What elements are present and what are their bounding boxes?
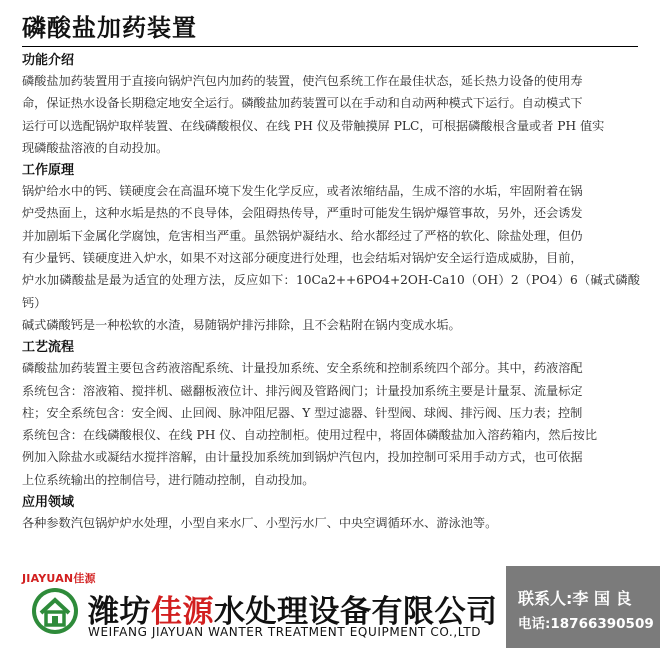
text-line: 并加剧垢下金属化学腐蚀，危害相当严重。虽然锅炉凝结水、给水都经过了严格的软化、除盐处理，但仍 [22,228,583,243]
section-body-application [22,512,640,534]
content-body [22,50,640,536]
page-title: 磷酸盐加药装置 [22,14,197,42]
text-line: 炉受热面上，这种水垢是热的不良导体，会阻碍热传导，严重时可能发生锅炉爆管事故，另外，还会诱发 [22,206,583,221]
text-line: 有少量钙、镁硬度进入炉水，如果不对这部分硬度进行处理，也会结垢对锅炉安全运行造成威胁，目前， [22,251,583,266]
text-line: 上位系统输出的控制信号，进行随动控制，自动投加。 [22,472,315,487]
section-heading-application: 应用领域 [22,495,75,511]
contact-name: 联系人:李 国 良 [518,589,632,608]
section-heading-process: 工艺流程 [22,340,75,356]
text-line: 磷酸盐加药装置主要包含药液溶配系统、计量投加系统、安全系统和控制系统四个部分。其中，药液溶配 [22,361,583,376]
section-body-process [22,357,640,491]
title-divider [22,46,638,47]
text-line: 命，保证热水设备长期稳定地安全运行。磷酸盐加药装置可以在手动和自动两种模式下运行。自动模式下 [22,96,583,111]
text-line: 运行可以选配锅炉取样装置、在线磷酸根仪、在线 PH 仪及带触摸屏 PLC，可根据磷酸根含量或者 PH 值实 [22,118,605,133]
contact-phone: 电话:18766390509 [518,616,654,632]
text-line: 现磷酸盐溶液的自动投加。 [22,140,169,155]
text-line: 各种参数汽包锅炉炉水处理，小型自来水厂、小型污水厂、中央空调循环水、游泳池等。 [22,516,498,531]
company-name-part: 潍坊 [88,594,151,630]
brand-label: JIAYUAN佳源 [22,572,96,585]
section-body-principle [22,180,640,336]
text-line: 炉水加磷酸盐是最为适宜的处理方法，反应如下：10Ca2++6PO4+2OH-Ca10（OH）2（PO4）6（碱式磷酸钙） [22,273,640,310]
section-heading-function: 功能介绍 [22,53,75,68]
text-line: 磷酸盐加药装置用于直接向锅炉汽包内加药的装置，使汽包系统工作在最佳状态，延长热力设备的使用寿 [22,74,583,88]
section-heading-principle: 工作原理 [22,163,75,179]
text-line: 例加入除盐水或凝结水搅拌溶解，由计量投加系统加到锅炉汽包内，投加控制可采用手动方式，也可依据 [22,450,583,465]
company-name-highlight: 佳源 [151,594,214,630]
contact-box [506,566,660,648]
text-line: 系统包含：在线磷酸根仪、在线 PH 仪、自动控制柜。使用过程中，将固体磷酸盐加入溶药箱内，然后按比 [22,428,598,443]
text-line: 锅炉给水中的钙、镁硬度会在高温环境下发生化学反应，或者浓缩结晶，生成不溶的水垢，牢固附着在锅 [22,184,583,199]
text-line: 柱；安全系统包含：安全阀、止回阀、脉冲阻尼器、Y 型过滤器、针型阀、球阀、排污阀、压力表；控制 [22,405,583,420]
company-name-part: 水处理设备有限公司 [214,594,498,630]
company-name-en: WEIFANG JIAYUAN WANTER TREATMENT EQUIPMENT CO.,LTD [88,625,482,639]
house-shield-icon [30,586,80,636]
section-body-function [22,70,640,159]
text-line: 碱式磷酸钙是一种松软的水渣，易随锅炉排污排除，且不会粘附在锅内变成水垢。 [22,317,461,332]
text-line: 系统包含：溶液箱、搅拌机、磁翻板液位计、排污阀及管路阀门；计量投加系统主要是计量泵、流量标定 [22,383,583,398]
